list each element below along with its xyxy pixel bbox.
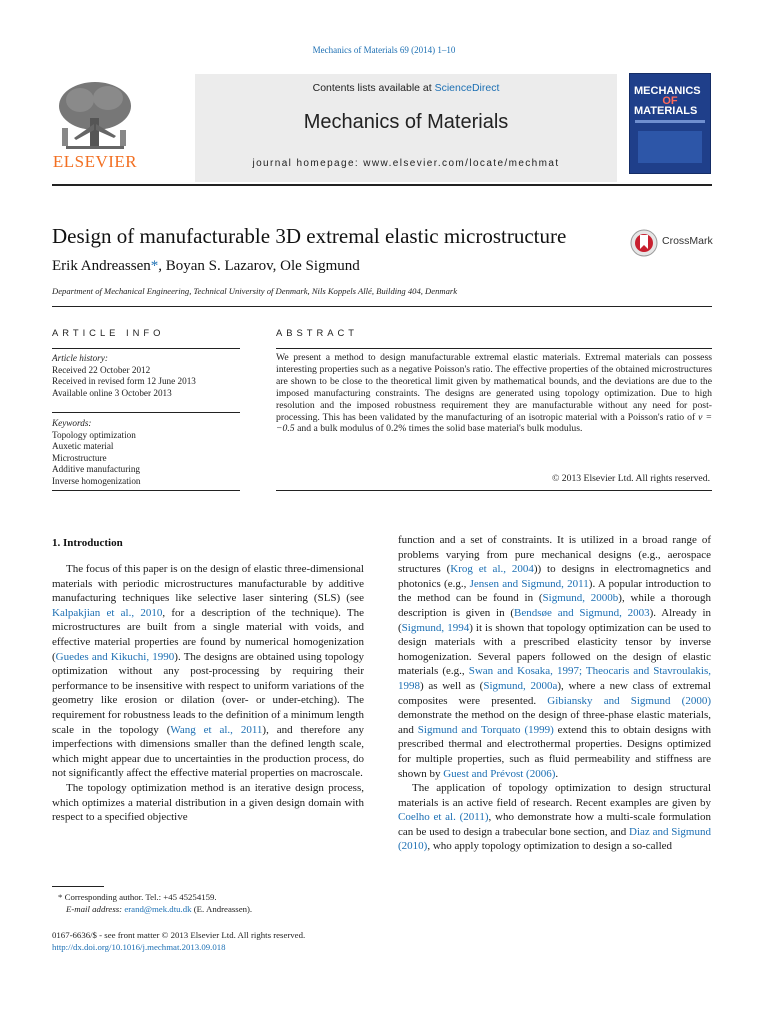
contents-line <box>195 82 617 94</box>
keyword: Additive manufacturing <box>52 464 141 475</box>
journal-reference[interactable]: Mechanics of Materials 69 (2014) 1–10 <box>312 45 456 55</box>
email-label: E-mail address: <box>66 904 125 914</box>
copyright: © 2013 Elsevier Ltd. All rights reserved. <box>551 473 710 484</box>
citation-link[interactable]: Jensen and Sigmund, 2011 <box>469 577 589 590</box>
citation-link[interactable]: Diaz and Sigmund (2010) <box>398 825 711 853</box>
corresponding-author-mark[interactable]: * <box>150 258 159 274</box>
citation-link[interactable]: Kalpakjian et al., 2010 <box>52 606 163 619</box>
section-heading: 1. Introduction <box>52 537 123 549</box>
citation-link[interactable]: Wang et al., 2011 <box>170 723 263 736</box>
publisher-name: ELSEVIER <box>52 152 138 171</box>
article-title: Design of manufacturable 3D extremal elastic microstructure <box>52 224 567 248</box>
author-list <box>52 258 360 275</box>
keywords <box>52 418 240 488</box>
doi-link[interactable]: http://dx.doi.org/10.1016/j.mechmat.2013.09.018 <box>52 942 226 952</box>
sciencedirect-link[interactable]: ScienceDirect <box>434 82 500 94</box>
author-names: , Boyan S. Lazarov, Ole Sigmund <box>158 258 360 274</box>
citation-link[interactable]: Guest and Prévost (2006) <box>443 767 556 780</box>
abstract-body: and a bulk modulus of 0.2% times the solid base material's bulk modulus. <box>294 423 583 435</box>
paragraph-text: ). The designs are obtained using topology optimization without any post-processing by requiring their performance to be insensitive with respect to uniform variations of the geometry like erosion or dilation (over- or under-etching). The requirement for robustness leads to the definition of a minimum length scale in the topology ( <box>52 650 364 736</box>
history-item: Received in revised form 12 June 2013 <box>52 376 196 387</box>
keywords-label: Keywords: <box>52 418 92 428</box>
journal-homepage[interactable]: journal homepage: www.elsevier.com/locate/mechmat <box>252 158 560 169</box>
paragraph-text: extend this to obtain designs with prescribed thermal and electrothermal properties. Designs optimized for multiple properties, such as fluid permeability and stiffness are shown by <box>398 723 711 780</box>
paragraph-text: ). Already in ( <box>398 606 712 634</box>
footnote <box>52 891 252 915</box>
article-info-rule <box>52 348 240 349</box>
article-info-heading: ARTICLE INFO <box>52 327 165 338</box>
footnote-rule <box>52 886 104 887</box>
citation-link[interactable]: Coelho et al. (2011) <box>398 811 489 824</box>
citation-link[interactable]: Sigmund, 1994 <box>401 621 470 634</box>
paragraph-text: ) it is shown that topology optimization can be used to design materials with a prescribed elasticity tensor by inverse homogenization. Several papers followed on the design of elastic materials (e.g., <box>398 621 711 678</box>
citation-link[interactable]: Guedes and Kikuchi, 1990 <box>55 650 175 663</box>
abstract-rule <box>276 348 712 349</box>
paragraph-text: )) to designs in electromagnetics and photonics (e.g., <box>398 563 711 590</box>
cover-artwork <box>638 131 702 163</box>
article-history <box>52 353 240 399</box>
paragraph <box>398 781 711 854</box>
crossmark-icon <box>630 229 658 257</box>
citation-link[interactable]: Sigmund, 2000a <box>483 679 558 692</box>
footnote-mark: * <box>58 892 63 902</box>
front-matter <box>52 929 305 953</box>
history-item: Received 22 October 2012 <box>52 364 151 375</box>
paragraph-text: . <box>555 767 559 780</box>
paragraph-text: ), and therefore any imperfections with dimensions smaller than the defined length scale, which might appear due to uncertainties in the production process, do not significantly affect the effective material properties on macroscale. <box>52 723 364 780</box>
cover-stripe <box>635 120 705 123</box>
paragraph <box>398 533 711 781</box>
paragraph-text: The application of topology optimization to design structural materials is an active field of research. Recent examples are given by <box>398 782 711 809</box>
poisson-ratio-math: ν = −0.5 <box>276 411 712 435</box>
elsevier-logo[interactable] <box>50 78 140 178</box>
abstract-heading: ABSTRACT <box>276 327 359 338</box>
paragraph-text: ), while a thorough description is given in ( <box>398 592 712 619</box>
keyword: Topology optimization <box>52 429 136 440</box>
abstract-text <box>276 352 712 435</box>
paragraph-text: demonstrate the method on the design of three-phase elastic materials, and <box>398 709 711 736</box>
citation-link[interactable]: Sigmund, 2000b <box>542 592 619 605</box>
paragraph-text: ). A popular introduction to the method can be found in ( <box>398 577 711 605</box>
cover-title-line: MATERIALS <box>634 105 698 117</box>
history-item: Available online 3 October 2013 <box>52 387 172 398</box>
column-left <box>52 562 364 825</box>
citation-link[interactable]: Gibiansky and Sigmund (2000) <box>547 694 711 707</box>
keyword: Microstructure <box>52 452 107 463</box>
author-name: Erik Andreassen <box>52 258 151 274</box>
paragraph-text: , who apply topology optimization to design a so-called <box>427 840 673 853</box>
cover-title-line: OF <box>662 95 678 107</box>
paragraph-text: The topology optimization method is an iterative design process, which optimizes a material distribution in a given design domain with respect to a specified objective <box>52 781 364 824</box>
header-rule <box>52 184 712 186</box>
abstract-bottom-rule <box>276 490 712 491</box>
cover-title-line: MECHANICS <box>634 85 701 97</box>
paragraph-text: The focus of this paper is on the design of elastic three-dimensional materials with periodic microstructures manufacturable by additive manufacturing techniques like selective laser sintering (SLS) (see <box>52 563 364 605</box>
affiliation: Department of Mechanical Engineering, Technical University of Denmark, Nils Koppels Allé, Building 404, Denmark <box>52 286 458 296</box>
paragraph-text: ), where a new class of extremal composites were presented. <box>398 679 711 707</box>
paragraph-text: function and a set of constraints. It is utilized in a broad range of problems varying from pure mechanical designs (e.g., aerospace structures ( <box>398 534 711 576</box>
citation-link[interactable]: Sigmund and Torquato (1999) <box>417 723 554 736</box>
affiliation-rule <box>52 306 712 307</box>
keywords-rule <box>52 412 240 413</box>
keyword: Auxetic material <box>52 441 114 452</box>
citation-link[interactable]: Krog et al., 2004 <box>450 563 534 576</box>
citation-link[interactable]: Bendsøe and Sigmund, 2003 <box>514 606 650 619</box>
issn-line: 0167-6636/$ - see front matter © 2013 Elsevier Ltd. All rights reserved. <box>52 930 306 940</box>
crossmark-badge[interactable] <box>630 229 713 257</box>
email-link[interactable]: erand@mek.dtu.dk <box>124 904 192 914</box>
corresponding-text: Corresponding author. Tel.: +45 45254159. <box>64 892 217 902</box>
journal-cover[interactable] <box>629 73 711 174</box>
email-suffix: (E. Andreassen). <box>191 904 253 914</box>
crossmark-label: CrossMark <box>662 235 713 247</box>
contents-prefix: Contents lists available at <box>312 82 435 94</box>
paragraph-text: , who demonstrate how a multi-scale formulation can be used to design a trabecular bone section, and <box>398 811 711 838</box>
corresponding-note <box>52 891 252 903</box>
citation-link[interactable]: Swan and Kosaka, 1997; Theocaris and Stavroulakis, 1998 <box>398 665 711 692</box>
journal-title: Mechanics of Materials <box>303 111 509 133</box>
column-right <box>398 533 711 854</box>
article-info-bottom-rule <box>52 490 240 491</box>
abstract-body: We present a method to design manufacturable extremal elastic materials. Extremal materials can possess interesting properties such as a negative Poisson's ratio. The effective properties of the obtained microstructures are shown to be close to the theoretical limit given by mathematical bounds, and the deviations are due to the imposed manufacturing constraints. The designs are generated using topology optimization. Due to high resolution and the imposed robustness requirement they are manufacturable without any need for post-processing. This has been validated by the manufacturing of an isotropic material with a Poisson's ratio of <box>276 352 712 423</box>
paragraph <box>52 781 364 825</box>
paragraph-text: , for a description of the technique). The microstructures are built from a single material with voids, and effective material properties are found by numerical homogenization ( <box>52 606 364 663</box>
cover-title <box>634 86 706 116</box>
keyword: Inverse homogenization <box>52 475 141 486</box>
email-line <box>52 903 252 915</box>
history-label: Article history: <box>52 353 108 363</box>
paragraph-text: ) as well as ( <box>420 679 484 692</box>
paragraph <box>52 562 364 781</box>
